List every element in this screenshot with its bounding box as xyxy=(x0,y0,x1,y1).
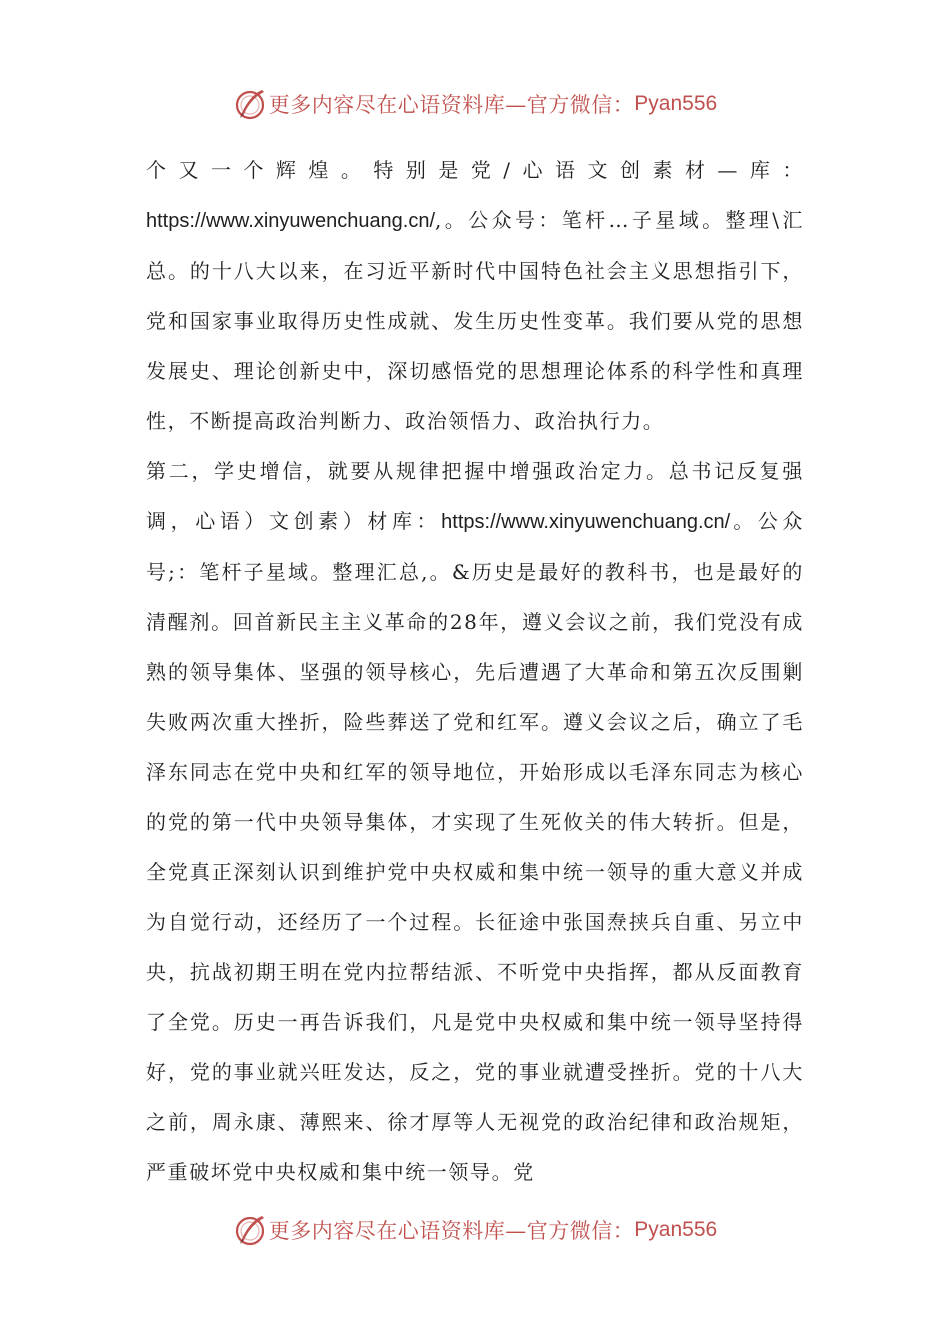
wechat-id: Pyan556 xyxy=(634,92,718,115)
website-url: https://www.xinyuwenchuang.cn/ xyxy=(441,511,731,533)
paragraph-text: ,。公众号：笔杆…子星域。整理\汇总。的十八大以来，在习近平新时代中国特色社会主义思想指引下，党和国家事业取得历史性成就、发生历史性变革。我们要从党的思想发展史、理论创新史中，深切感悟党的思想理论体系的科学性和真理性，不断提高政治判断力、政治领悟力、政治执行力。 xyxy=(146,208,804,433)
website-url: https://www.xinyuwenchuang.cn/ xyxy=(146,210,436,232)
paragraph xyxy=(146,145,804,446)
paragraph-text: 个又一个辉煌。特别是党/心语文创素材—库： xyxy=(146,158,804,182)
quill-pen-logo-icon xyxy=(233,1213,267,1247)
wechat-id: Pyan556 xyxy=(634,1218,718,1241)
footer-banner xyxy=(0,1208,950,1252)
quill-pen-logo-icon xyxy=(233,87,267,121)
paragraph xyxy=(146,446,804,1197)
paragraph-text: 。公众号;：笔杆子星域。整理汇总,。&历史是最好的教科书，也是最好的清醒剂。回首新民主主义革命的28年，遵义会议之前，我们党没有成熟的领导集体、坚强的领导核心，先后遭遇了大革命和第五次反围剿失败两次重大挫折，险些葬送了党和红军。遵义会议之后，确立了毛泽东同志在党中央和红军的领导地位，开始形成以毛泽东同志为核心的党的第一代中央领导集体，才实现了生死攸关的伟大转折。但是，全党真正深刻认识到维护党中央权威和集中统一领导的重大意义并成为自觉行动，还经历了一个过程。长征途中张国焘挟兵自重、另立中央，抗战初期王明在党内拉帮结派、不听党中央指挥，都从反面教育了全党。历史一再告诉我们，凡是党中央权威和集中统一领导坚持得好，党的事业就兴旺发达，反之，党的事业就遭受挫折。党的十八大之前，周永康、薄熙来、徐才厚等人无视党的政治纪律和政治规矩，严重破坏党中央权威和集中统一领导。党 xyxy=(146,509,804,1184)
banner-text: 更多内容尽在心语资料库—官方微信： xyxy=(268,93,635,117)
paragraph-text: 第二，学史增信，就要从规律把握中增强政治定力。总书记反复强调，心语）文创素）材库： xyxy=(146,459,804,533)
document-body xyxy=(146,145,804,1197)
header-banner xyxy=(0,82,950,126)
banner-text: 更多内容尽在心语资料库—官方微信： xyxy=(268,1219,635,1243)
